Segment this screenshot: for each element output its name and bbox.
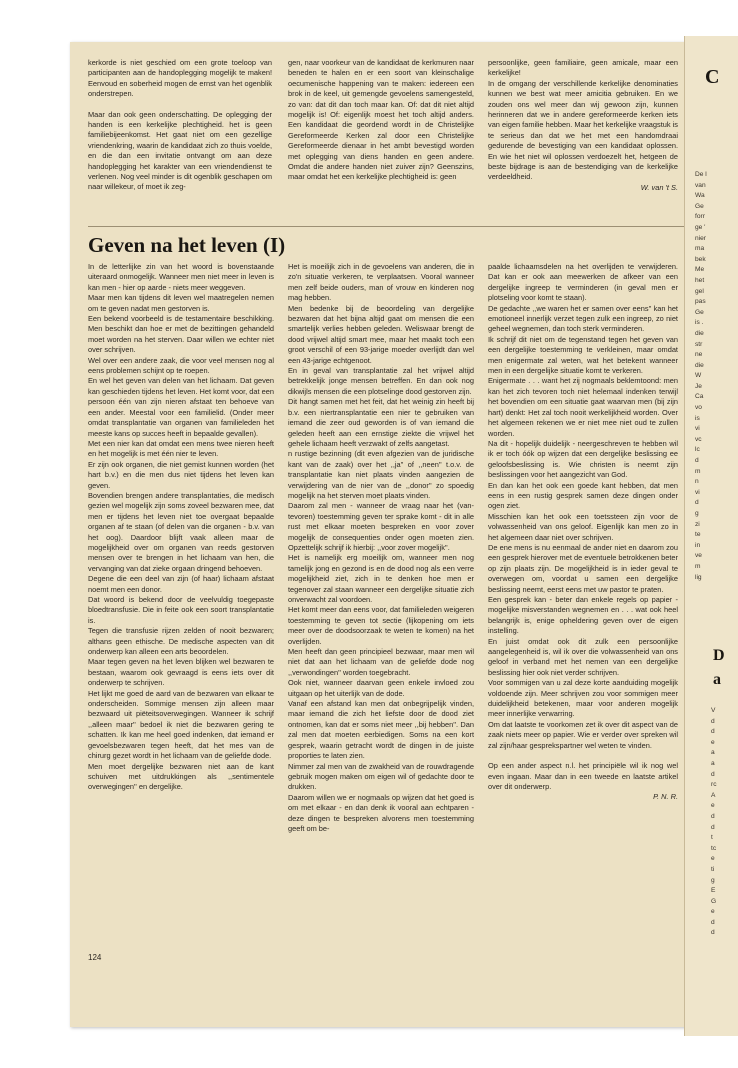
paragraph: gen, naar voorkeur van de kandidaat de kerkmuren naar beneden te halen en er een soort van kleinschalige oecumenische happening van te maken: iedereen een brok in de keel, uit gemengde gevoelens samengesteld, zo van: dat dit dan toch maar kan. Of: dat dit niet altijd mogelijk is! Of: eigenlijk moest het toch altijd anders. Een kandidaat die geordend wordt in de Christelijke Gereformeerde Kerken zal door een Christelijke Gereformeerde dienaar in het ambt bevestigd worden met oplegging van diens handen en geen andere. Omdat die andere handen niet zuiver zijn? Geenszins, maar omdat het een kerkelijke plechtigheid is: geen xyxy=(288,58,474,182)
article-title: Geven na het leven (I) xyxy=(88,233,286,257)
paragraph: Men heeft dan geen principieel bezwaar, maar men wil niet dat aan het lichaam van de geliefde dode nog ,,verwondingen'' worden toegebracht. xyxy=(288,647,474,677)
adjacent-text-fragments-top: De l van Wa Ge forr ge ' nier ma bek Me het gel pas Ge is . die str ne die W Je Ca vo is vi vc lc d m n vi d g zi te in ve m lig xyxy=(695,171,707,581)
paragraph: Het is namelijk erg moeilijk om, wanneer men nog tamelijk jong en gezond is en de dood nog als een verre mogelijkheid ziet, zich in te denken hoe men er tegenover zal staan wanneer een dergelijke situatie zich onverwacht zal voordoen. xyxy=(288,553,474,604)
paragraph: Op een ander aspect n.l. het principiële wil ik nog wel even ingaan. Maar dan in een tweede en laatste artikel over dit onderwerp. xyxy=(488,761,678,791)
paragraph: Na dit - hopelijk duidelijk - neergeschreven te hebben wil ik er toch óók op wijzen dat een dergelijke beslissing ee geloofsbeslissing is. Wie christen is neemt zijn beslissingen voor het aangezicht van God. xyxy=(488,438,678,480)
paragraph: Een gesprek kan - beter dan enkele regels op papier - mogelijke misverstanden wegnemen en . . . wat ook heel belangrijk is, enige opheldering geven over de eigen instelling. xyxy=(488,595,678,636)
adjacent-page-edge xyxy=(684,36,738,1036)
paragraph: En wel het geven van delen van het lichaam. Dat geven kan geschieden tijdens het leven. Het komt voor, dat een persoon één van zijn nieren afstaat ten behoeve van een ander. Meestal voor een familielid. (Onder meer omdat transplantatie van organen van familieleden het meeste kans op succes heeft in bepaalde gevallen). xyxy=(88,376,274,438)
article-column-3 xyxy=(488,262,678,952)
paragraph: Enigermate . . . want het zij nogmaals beklemtoond: men kan het zich tevoren toch niet helemaal indenken terwijl het bovendien om een situatie gaat waarvan men (bij zijn hart) denkt: Het zal toch nooit werkelijkheid worden. Over het algemeen rekenen we er niet mee niet oud te zullen worden. xyxy=(488,376,678,438)
paragraph: Er zijn ook organen, die niet gemist kunnen worden (het hart b.v.) en die men dus niet tijdens het leven kan geven. xyxy=(88,459,274,490)
paragraph: Ik schrijf dit niet om de tegenstand tegen het geven van een dergelijke toestemming te verkleinen, maar omdat men enigermate zal weten, wat het betekent wanneer men in een dergelijke situatie komt te verkeren. xyxy=(488,334,678,376)
paragraph: Maar dan ook geen onderschatting. De oplegging der handen is een kerkelijke plechtigheid. het is geen familiebijeenkomst. Het gaat niet om een gezellige vriendenkring, waarin de kandidaat zich zo thuis voelde, en die dan een invitatie ontvangt om aan deze handoplegging het karakter van een vriendendienst te verlenen. Nog veel minder is dit ogenblik geschapen om naar willekeur, of moet ik zeg- xyxy=(88,109,272,192)
adjacent-heading-top: C xyxy=(705,66,720,88)
paragraph: Daarom willen we er nogmaals op wijzen dat het goed is om met elkaar - en dan denk ik vooral aan echtparen - deze dingen te bespreken alvorens men toestemming geeft om be- xyxy=(288,792,474,833)
paragraph: Maar men kan tijdens dit leven wel maatregelen nemen om te geven nadat men gestorven is. xyxy=(88,293,274,313)
paragraph: In de letterlijke zin van het woord is bovenstaande uiteraard onmogelijk. Wanneer men niet meer in leven is kan men - hier op aarde - niets meer weggeven. xyxy=(88,262,274,292)
previous-article-column-2 xyxy=(288,58,474,248)
paragraph: kerkorde is niet geschied om een grote toeloop van participanten aan de handoplegging mogelijk te maken! Eenvoud en soberheid mogen de ernst van het ogenblik onderstrepen. xyxy=(88,58,272,99)
paragraph: n rustige bezinning (dit even afgezien van de juridische kant van de zaak) over het ,,ja'' of ,,neen'' t.o.v. de transplantatie kan niet plaats vinden aangezien de verwijdering van de nier van de ,,donor'' zo spoedig mogelijk na het sterven moet plaats vinden. xyxy=(288,449,474,500)
paragraph: Misschien kan het ook een toetssteen zijn voor de volwassenheid van ons geloof. Eigenlijk kan men zo in het algemeen daar niet over schrijven. xyxy=(488,511,678,542)
paragraph: En in geval van transplantatie zal het vrijwel altijd betrekkelijk jonge mensen betreffen. En dan ook nog dikwijls mensen die een plotselinge dood gestorven zijn. xyxy=(288,366,474,396)
paragraph: Degene die een deel van zijn (of haar) lichaam afstaat noemt men een donor. xyxy=(88,574,274,594)
adjacent-text-fragments-bottom: V d d e a a d rc A e d d t tc e ti g E G e d d xyxy=(711,707,717,937)
paragraph: Nimmer zal men van de zwakheid van de rouwdragende gebruik mogen maken om eigen wil of gedachte door te drukken. xyxy=(288,761,474,792)
paragraph: Het komt meer dan eens voor, dat familieleden weigeren toestemming te geven tot sectie (lijkopening om iets meer over de doodsoorzaak te weten te komen) na het overlijden. xyxy=(288,605,474,646)
paragraph: Voor sommigen van u zal deze korte aanduiding mogelijk voldoende zijn. Meer schrijven zou voor sommigen meer duidelijkheid betekenen, maar voor anderen mogelijk meer innerlijke verwarring. xyxy=(488,678,678,719)
paragraph: Het is moeilijk zich in de gevoelens van anderen, die in zo'n situatie verkeren, te verplaatsen. Vooral wanneer men zelf beide ouders, man of vrouw en kinderen nog mag hebben. xyxy=(288,262,474,303)
paragraph: Men bedenke bij de beoordeling van dergelijke bezwaren dat het bijna altijd gaat om mensen die een smartelijk verlies hebben geleden. Weliswaar brengt de dood vrijwel altijd smart mee, maar het maakt toch een groot verschil of een 93-jarige moeder overlijdt dan wel een 43-jarige echtgenoot. xyxy=(288,303,474,365)
paragraph: paalde lichaamsdelen na het overlijden te verwijderen. Dat kan er ook aan meewerken de afkeer van een dergelijke ingreep te verminderen (in geval men er plotseling voor komt te staan). xyxy=(488,262,678,303)
paragraph: Bovendien brengen andere transplantaties, die medisch gezien wel mogelijk zijn soms zoveel bezwaren mee, dat men er tijdens het leven niet toe overgaat bepaalde organen af te staan (of delen van die organen - b.v. van het oog). Daardoor blijft vaak alleen maar de mogelijkheid over om organen van reeds gestorven mensen over te brengen in het lichaam van hen, die vervanging van dat zieke orgaan dringend behoeven. xyxy=(88,490,274,573)
paragraph: De ene mens is nu eenmaal de ander niet en daarom zou een gesprek hierover met de eventuele betrokkenen beter op zijn plaats zijn. De mogelijkheid is in ieder geval te overwegen om, voordat u samen een dergelijke beslissing neemt, eerst eens met uw pastor te praten. xyxy=(488,542,678,594)
previous-article-signature: W. van 't S. xyxy=(640,182,678,192)
page-number: 124 xyxy=(88,953,102,962)
paragraph: De gedachte ,,we waren het er samen over eens'' kan het emotioneel innerlijk verzet tegen zulk een ingreep, zo niet geheel wegnemen, dan toch sterk verminderen. xyxy=(488,303,678,334)
paragraph: Men moet dergelijke bezwaren niet aan de kant schuiven met uitdrukkingen als ,,sentimentele overwegingen'' en dergelijke. xyxy=(88,761,274,792)
paragraph: Ook niet, wanneer daarvan geen enkele invloed zou uitgaan op het uiterlijk van de dode. xyxy=(288,678,474,698)
paragraph: In de omgang der verschillende kerkelijke denominaties kunnen we best wat meer amicitia gebruiken. En we zouden ons wel meer dan wij gewoon zijn, kunnen herinneren dat we in andere gereformeerde kerken iets van eigen familie hebben. Maar het kerkelijke vraagstuk is te serieus dan dat we het met een handomdraai gedurende de bevestiging van een kandidaat oplossen. En wie het niet wil oplossen verdoezelt het, hetgeen de beste bijdrage is aan de bestendiging van de kerkelijke verdeeldheid. xyxy=(488,78,678,182)
paragraph: Wel over een andere zaak, die voor veel mensen nog al eens problemen schijnt op te roepen. xyxy=(88,355,274,376)
article-signature: P. N. R. xyxy=(653,792,678,802)
paragraph: En juist omdat ook dit zulk een persoonlijke aangelegenheid is, wil ik over die volwassenheid van ons geloof in verband met het nemen van een dergelijke beslissing hier ook niet verder schrijven. xyxy=(488,636,678,677)
paragraph: Een bekend voorbeeld is de testamentaire beschikking. Men beschikt dan hoe er met de bezittingen gehandeld moet worden na het sterven. Daar willen we echter niet over schrijven. xyxy=(88,314,274,355)
paragraph: Maar tegen geven na het leven blijken wel bezwaren te bestaan, waarom ook gevraagd is eens iets over dit onderwerp te schrijven. xyxy=(88,657,274,688)
previous-article-column-1 xyxy=(88,58,272,248)
paragraph: Met een nier kan dat omdat een mens twee nieren heeft en het mogelijk is met één nier te leven. xyxy=(88,438,274,459)
adjacent-heading-bottom: D a xyxy=(713,647,725,688)
paragraph: En dan kan het ook een goede kant hebben, dat men eens in een rustig gesprek samen deze dingen onder ogen ziet. xyxy=(488,480,678,511)
article-column-1 xyxy=(88,262,274,952)
paragraph: Dit hangt samen met het feit, dat het weinig zin heeft bij b.v. een niertransplantatie een nier te gebruiken van iemand die zeer oud geworden is of van iemand die geleden heeft aan een ernstige ziekte die vrijwel het gehele lichaam heeft verzwakt of zelfs aangetast. xyxy=(288,397,474,448)
paragraph: persoonlijke, geen familiaire, geen amicale, maar een kerkelijke! xyxy=(488,58,678,78)
previous-article-column-3 xyxy=(488,58,678,248)
paragraph: Tegen die transfusie rijzen zelden of nooit bezwaren; althans geen ethische. De medische aspecten van dit onderwerp kan alleen een arts beoordelen. xyxy=(88,626,274,657)
paragraph: Dat woord is bekend door de veelvuldig toegepaste bloedtransfusie. Die in feite ook een soort transplantatie is. xyxy=(88,595,274,625)
paragraph: Daarom zal men - wanneer de vraag naar het (van-tevoren) toestemming geven ter sprake komt - dit in alle rust met elkaar moeten bespreken en voor zover mogelijk de consequenties onder ogen moeten zien. Opzettelijk schrijf ik hierbij: ,,voor zover mogelijk''. xyxy=(288,501,474,552)
paragraph: Vanaf een afstand kan men dat onbegrijpelijk vinden, maar iemand die zich het liefste door de dood ziet ontnomen, kan dat er soms niet meer ,,bij hebben''. Dan zal men dat moeten eerbiedigen. Soms na een kort gesprek, waarin getracht wordt de dingen in de juiste proporties te laten zien. xyxy=(288,699,474,761)
paragraph: Het lijkt me goed de aard van de bezwaren van elkaar te onderscheiden. Sommige mensen zijn alleen maar bezwaard uit piëteitsoverwegingen. Wanneer ik schrijf ,,alleen maar'' bedoel ik niet die bezwaren gering te schatten. Ik kan me heel goed indenken, dat iemand er gevoelsbezwaren tegen heeft, dat het mes van de chirurg gezet wordt in het lichaam van de geliefde dode. xyxy=(88,688,274,761)
paragraph: Om dat laatste te voorkomen zet ik over dit aspect van de zaak niets meer op papier. Wie er verder over spreken wil zal zijn/haar gesprekspartner wel weten te vinden. xyxy=(488,719,678,750)
section-divider xyxy=(88,226,684,227)
article-column-2 xyxy=(288,262,474,952)
